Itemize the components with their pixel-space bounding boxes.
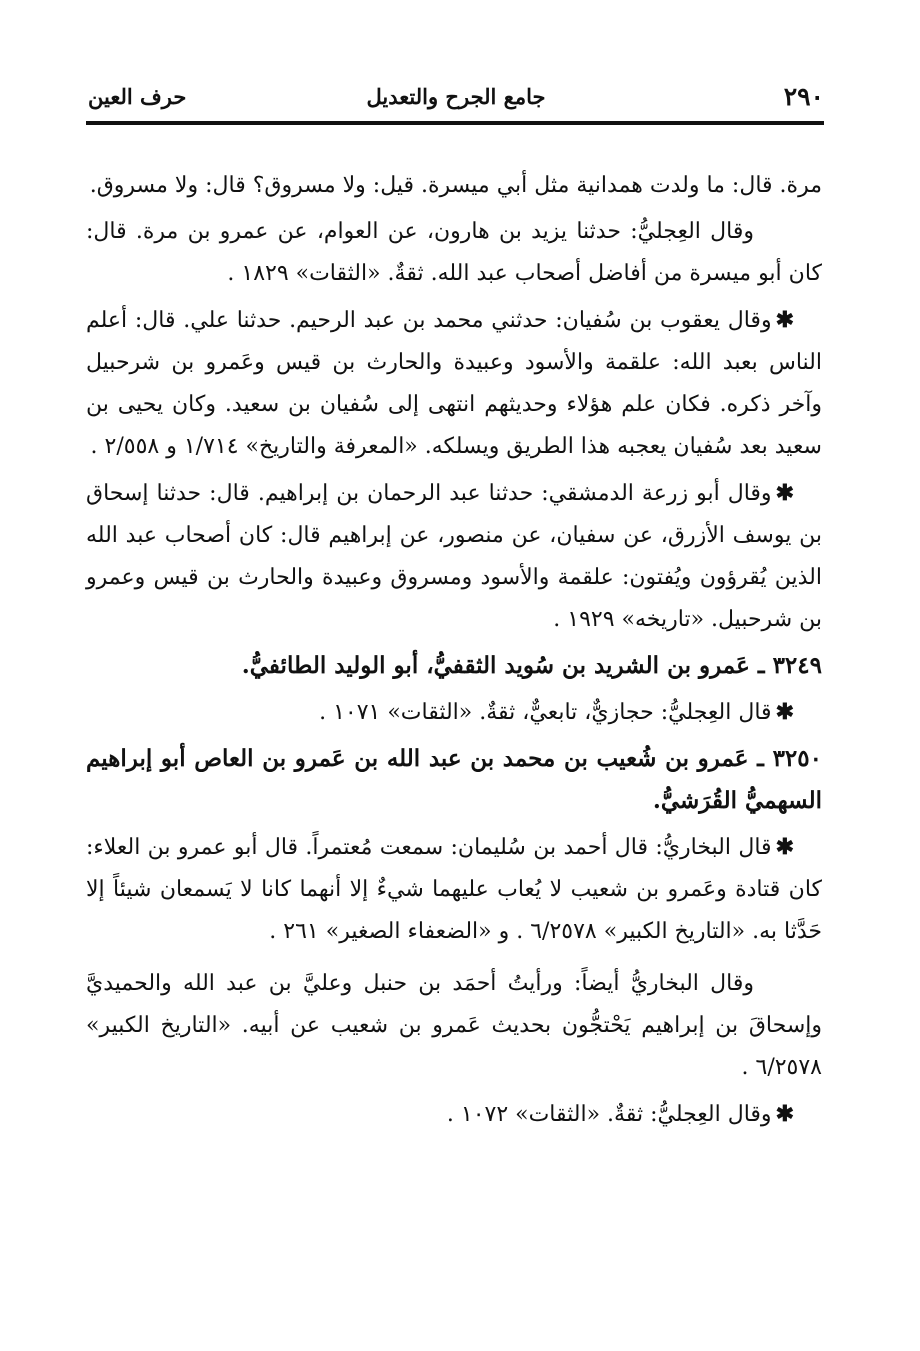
paragraph-bukhari-quote [86,826,822,953]
entry-number: ٣٢٤٩ ـ [757,652,822,679]
paragraph-continuation: مرة. قال: ما ولدت همدانية مثل أبي ميسرة. قيل: ولا مسروق؟ قال: ولا مسروق. [89,173,822,198]
asterisk-icon: ✱ [775,307,794,333]
asterisk-icon: ✱ [775,699,794,725]
paragraph-text: وقال أبو زرعة الدمشقي: حدثنا عبد الرحمان بن إبراهيم. قال: حدثنا إسحاق بن يوسف الأزرق، عن سفيان، عن منصور، عن إبراهيم قال: كان أصحاب عبد الله الذين يُقرؤون ويُفتون: علقمة والأسود ومسروق وعبيدة والحارث بن قيس وعمرو بن شرحبيل. «تاريخه» ١٩٢٩ . [86,481,822,632]
paragraph-text: قال البخاريُّ: قال أحمد بن سُليمان: سمعت مُعتمراً. قال أبو عمرو بن العلاء: كان قتادة وعَمرو بن شعيب لا يُعاب عليهما شيءٌ إلا أنهما كانا لا يَسمعان شيئاً إلا حَدَّثا به. «التاريخ الكبير» ٦/٢٥٧٨ . و «الضعفاء الصغير» ٢٦١ . [86,835,822,944]
entry-heading-3250 [86,738,822,822]
paragraph-ijli-thiqa [86,1093,822,1136]
paragraph-yaqub-quote [86,299,822,468]
running-header [88,82,824,118]
paragraph-ijli-quote: وقال العِجليُّ: حدثنا يزيد بن هارون، عن العوام، عن عمرو بن مرة. قال: كان أبو ميسرة من أفاضل أصحاب عبد الله. ثقةٌ. «الثقات» ١٨٢٩ . [86,219,822,286]
asterisk-icon: ✱ [775,1101,794,1127]
entry-name: عَمرو بن شُعيب بن محمد بن عبد الله بن عَمرو بن العاص أبو إبراهيم السهميُّ القُرَشيُّ. [86,745,822,814]
entry-number: ٣٢٥٠ ـ [757,745,822,772]
entry-heading-3249 [86,645,822,687]
book-title: جامع الجرح والتعديل [366,84,546,109]
header-rule [86,121,824,125]
paragraph-text: وقال يعقوب بن سُفيان: حدثني محمد بن عبد الرحيم. حدثنا علي. قال: أعلم الناس بعبد الله: علقمة والأسود وعبيدة والحارث بن قيس وعَمرو بن شرحبيل وآخر ذكره. فكان علم هؤلاء وحديثهم انتهى إلى سُفيان بن سعيد. وكان يحيى بن سعيد بعد سُفيان يعجبه هذا الطريق ويسلكه. «المعرفة والتاريخ» ١/٧١٤ و ٢/٥٥٨ . [86,308,822,459]
paragraph-bukhari-also: وقال البخاريُّ أيضاً: ورأيتُ أحمَد بن حنبل وعليَّ بن عبد الله والحميديَّ وإسحاقَ بن إبراهيم يَحْتجُّون بحديث عَمرو بن شعيب عن أبيه. «التاريخ الكبير» ٦/٢٥٧٨ . [86,971,822,1080]
spacer [86,953,822,963]
chapter-title: حرف العين [88,84,187,109]
asterisk-icon: ✱ [775,480,794,506]
entry-name: عَمرو بن الشريد بن سُويد الثقفيُّ، أبو الوليد الطائفيُّ. [241,652,750,679]
paragraph-ijli-hijazi [86,691,822,734]
paragraph-text: قال العِجليُّ: حجازيٌّ، تابعيٌّ، ثقةٌ. «الثقات» ١٠٧١ . [319,700,772,725]
paragraph-abu-zura-quote [86,472,822,641]
paragraph-text: وقال العِجليُّ: ثقةٌ. «الثقات» ١٠٧٢ . [446,1102,772,1127]
page-number: ٢٩٠ [783,82,824,111]
page-body [86,165,822,1136]
asterisk-icon: ✱ [775,834,794,860]
